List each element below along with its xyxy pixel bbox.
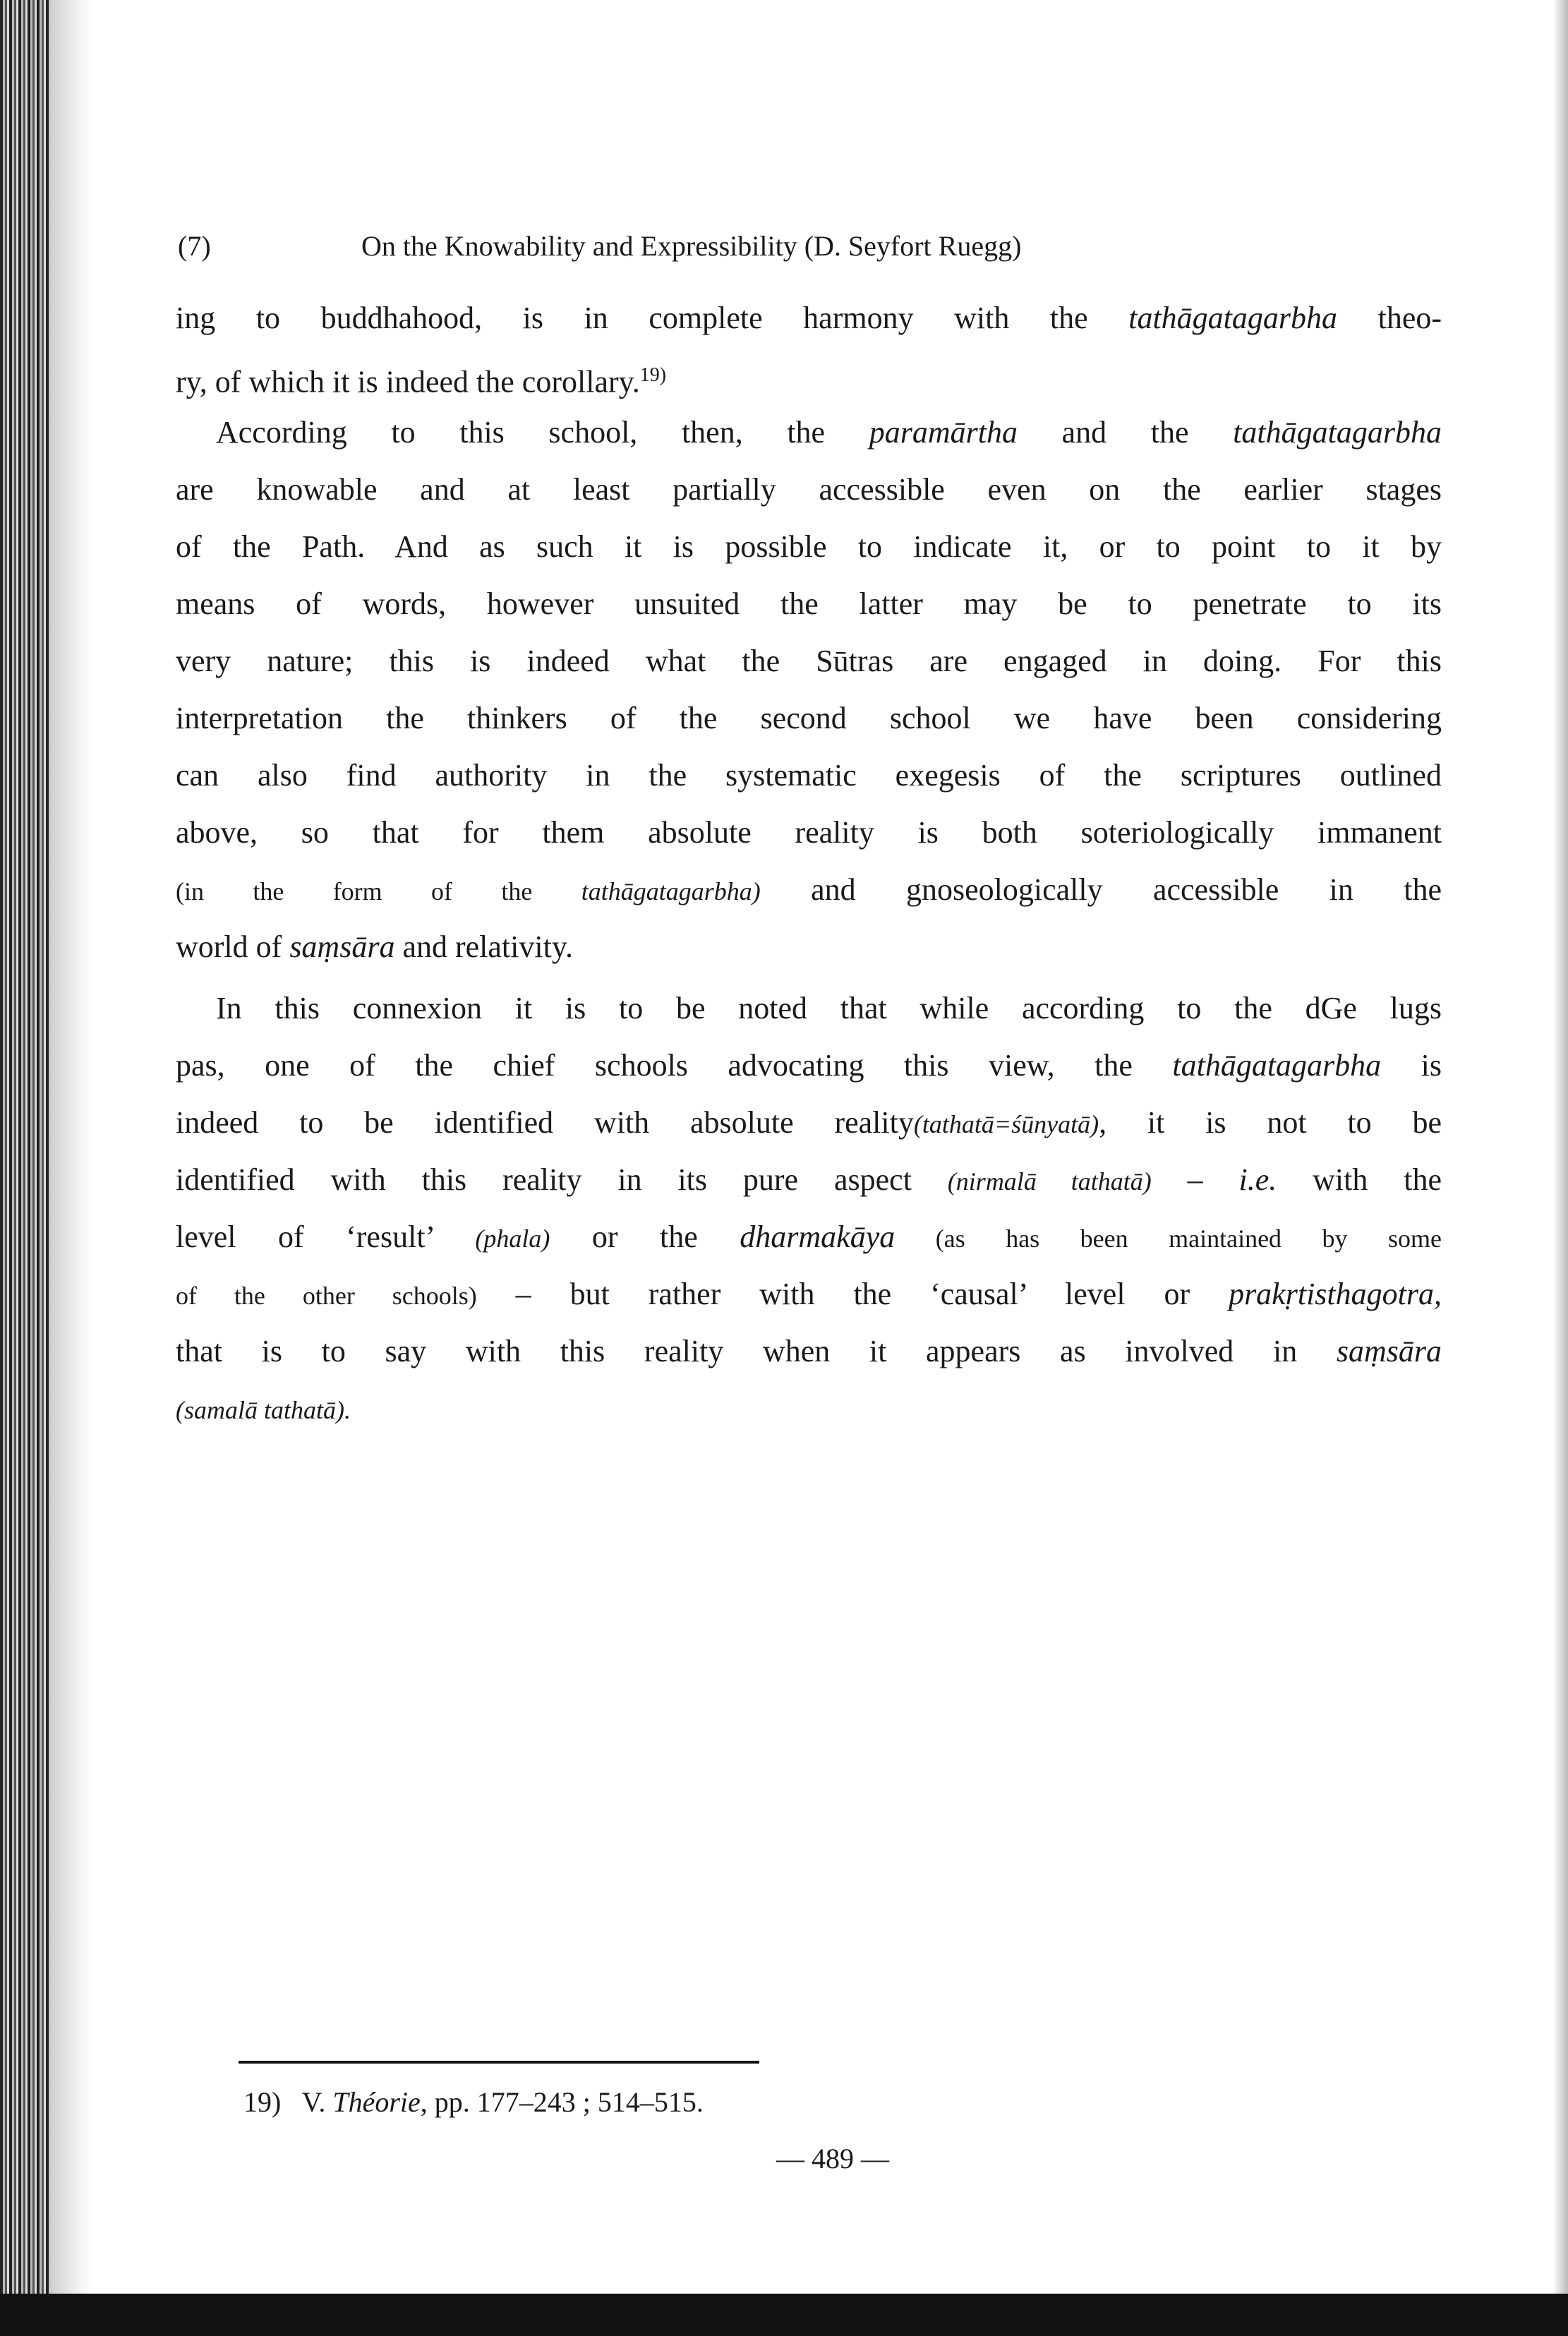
text-segment: world of [176,929,290,964]
footnote-work: Théorie [332,2086,421,2118]
text-segment: and gnoseologically accessible in the [760,872,1442,907]
text-line [176,461,1442,518]
text-line [176,1380,1442,1437]
text-segment: means of words, however unsuited the latter may be to penetrate to its [176,586,1442,621]
footnote-number: 19) [243,2086,282,2118]
text-segment: tathāgatagarbha [1233,415,1442,450]
text-line [176,980,1442,1037]
text-line [176,1151,1442,1208]
text-segment: (tathatā=śūnyatā) [913,1110,1099,1138]
text-line [176,289,1442,347]
text-line [176,575,1442,632]
text-segment: , it is not to be [1099,1105,1442,1140]
scan-bottom-border [0,2294,1568,2336]
text-line [176,690,1442,747]
text-line [176,347,1442,404]
text-segment: of the other schools) [176,1282,477,1310]
text-segment: tathāgatagarbha [1128,301,1338,335]
text-line [176,747,1442,804]
text-segment: (nirmalā tathatā) [947,1167,1152,1196]
text-segment: – but rather with the ‘causal’ level or [476,1277,1229,1311]
text-line [176,1265,1442,1323]
text-line [176,518,1442,575]
text-segment: pas, one of the chief schools advocating this view, the [176,1048,1173,1083]
text-line [176,404,1442,461]
text-segment: According to this school, then, the [216,415,869,450]
text-segment: dharmakāya [740,1220,895,1254]
text-segment: identified with this reality in its pure aspect [176,1162,948,1197]
text-line [176,804,1442,861]
text-segment: that is to say with this reality when it appears as involved in [176,1334,1337,1368]
footnote [243,2085,704,2119]
footnote-pages: , pp. 177–243 ; 514–515. [420,2086,704,2118]
text-segment: indeed to be identified with absolute reality [176,1105,914,1140]
text-segment: is [1381,1048,1442,1083]
text-line [176,632,1442,690]
body-text [176,289,1442,1437]
text-segment: (in the form of the [176,877,581,905]
page-right-edge [1552,0,1568,2294]
text-segment: ry, of which it is indeed the corollary. [176,364,640,399]
text-segment: or the [550,1220,740,1254]
text-line [176,1037,1442,1094]
page-number: — 489 — [776,2143,889,2174]
text-segment: saṃsāra [289,929,395,964]
text-line [176,861,1442,918]
text-segment: ing to buddhahood, is in complete harmony with the [176,301,1129,335]
section-number: (7) [178,230,211,262]
text-segment: i.e. [1238,1162,1277,1197]
text-segment: and relativity. [394,929,573,964]
text-segment: theo- [1337,301,1442,335]
text-segment: can also find authority in the systematic exegesis of the scriptures outlined [176,758,1442,793]
text-segment: tathāgatagarbha) [581,877,761,905]
text-segment: interpretation the thinkers of the second school we have been considering [176,701,1442,735]
text-segment: (phala) [475,1224,550,1253]
text-segment: saṃsāra [1336,1334,1442,1368]
footnote-ref: 19) [639,364,667,386]
text-segment: are knowable and at least partially accessible even on the earlier stages [176,472,1442,507]
text-segment: and the [1017,415,1234,450]
text-segment: (as has been maintained by some [895,1224,1442,1253]
text-segment: with the [1277,1162,1442,1197]
text-segment: paramārtha [869,415,1018,450]
text-segment: tathāgatagarbha [1172,1048,1382,1083]
text-segment: of the Path. And as such it is possible to indicate it, or to point to it by [176,529,1442,564]
text-segment: very nature; this is indeed what the Sūtras are engaged in doing. For this [176,644,1442,678]
text-segment: (samalā tathatā). [176,1396,351,1424]
book-binding-edge [0,0,49,2336]
footnote-prefix: V. [301,2086,333,2118]
text-line [176,1094,1442,1151]
text-segment: – [1151,1162,1239,1197]
page-gutter-shadow [49,0,92,2294]
text-segment: level of ‘result’ [176,1220,476,1254]
text-segment: In this connexion it is to be noted that while according to the dGe lugs [216,991,1442,1025]
text-segment: prakṛtisthagotra, [1229,1277,1442,1311]
text-segment: above, so that for them absolute reality is both soteriologically immanent [176,815,1442,850]
text-line [176,918,1442,975]
text-line [176,1208,1442,1265]
text-line [176,1323,1442,1380]
running-title: On the Knowability and Expressibility (D. Seyfort Ruegg) [361,230,1022,262]
footnote-rule [239,2061,759,2064]
